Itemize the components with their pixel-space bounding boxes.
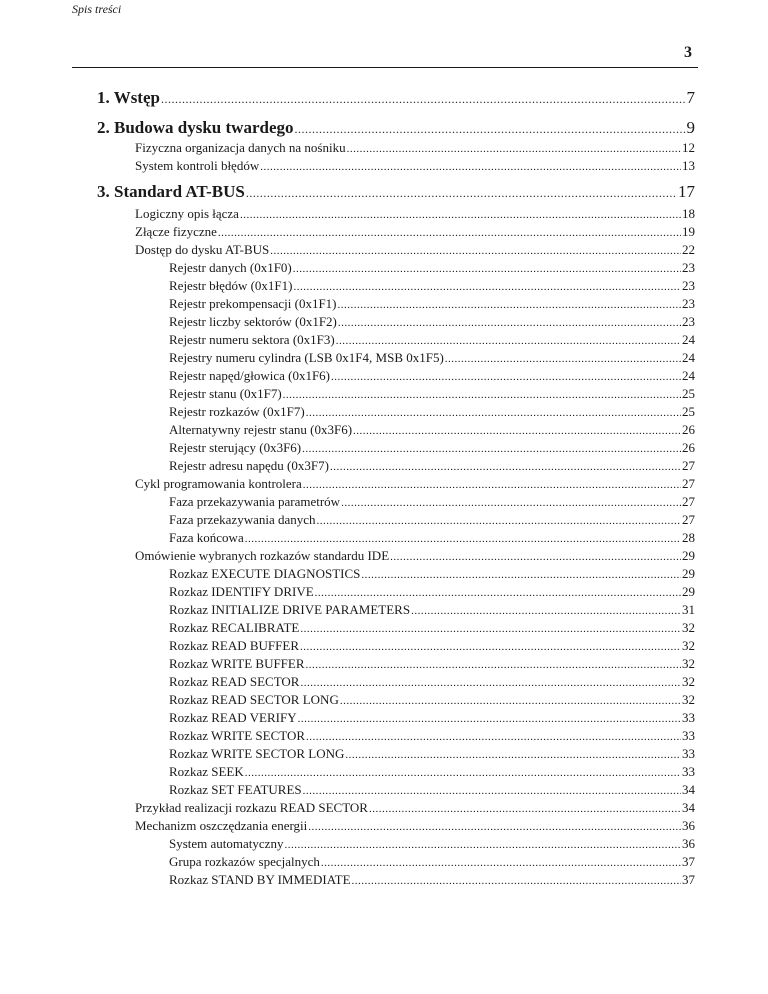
toc-entry-page: 27 — [682, 476, 695, 491]
dot-leader — [336, 335, 681, 347]
toc-subsection[interactable] — [169, 566, 695, 582]
toc-entry-title: Rozkaz EXECUTE DIAGNOSTICS — [169, 566, 361, 581]
toc-entry-page: 28 — [682, 530, 695, 545]
toc-subsection[interactable] — [169, 332, 695, 348]
toc-entry-page: 33 — [682, 710, 695, 725]
toc-entry-title: System automatyczny — [169, 836, 284, 851]
toc-entry-title: Grupa rozkazów specjalnych — [169, 854, 320, 869]
dot-leader — [270, 245, 681, 257]
toc-subsection[interactable] — [169, 440, 695, 456]
toc-entry-page: 24 — [682, 368, 695, 383]
toc-entry-title: Faza końcowa — [169, 530, 244, 545]
toc-entry-page: 27 — [682, 458, 695, 473]
toc-entry-title: Rozkaz WRITE BUFFER — [169, 656, 305, 671]
toc-subsection[interactable] — [169, 692, 695, 708]
toc-entry-title: Fizyczna organizacja danych na nośniku — [135, 140, 346, 155]
toc-subsection[interactable] — [169, 314, 695, 330]
dot-leader — [321, 857, 681, 869]
toc-chapter[interactable] — [97, 88, 695, 108]
dot-leader — [338, 299, 681, 311]
toc-entry-title: Mechanizm oszczędzania energii — [135, 818, 308, 833]
toc-entry-page: 34 — [682, 782, 695, 797]
toc-entry-title: Złącze fizyczne — [135, 224, 217, 239]
toc-entry-title: Rejestry numeru cylindra (LSB 0x1F4, MSB 0x1F5) — [169, 350, 444, 365]
dot-leader — [347, 143, 681, 155]
dot-leader — [300, 641, 681, 653]
toc-entry-title: Rozkaz STAND BY IMMEDIATE — [169, 872, 351, 887]
running-title: Spis treści — [72, 2, 122, 16]
toc-subsection[interactable] — [169, 764, 695, 780]
toc-entry-page: 26 — [682, 422, 695, 437]
toc-subsection[interactable] — [169, 458, 695, 474]
toc-entry-page: 18 — [682, 206, 695, 221]
toc-entry-title: Rozkaz WRITE SECTOR LONG — [169, 746, 345, 761]
dot-leader — [411, 605, 681, 617]
toc-entry-page: 7 — [686, 88, 695, 107]
toc-subsection[interactable] — [169, 512, 695, 528]
toc-subsection[interactable] — [169, 368, 695, 384]
toc-entry-page: 37 — [682, 854, 695, 869]
toc-entry-title: Rozkaz READ BUFFER — [169, 638, 299, 653]
toc-entry-page: 33 — [682, 728, 695, 743]
toc-entry-page: 23 — [682, 314, 695, 329]
dot-leader — [315, 587, 681, 599]
toc-entry-title: Rejestr numeru sektora (0x1F3) — [169, 332, 335, 347]
dot-leader — [352, 875, 681, 887]
toc-entry-page: 33 — [682, 764, 695, 779]
toc-subsection[interactable] — [169, 350, 695, 366]
toc-section[interactable] — [135, 158, 695, 174]
toc-subsection[interactable] — [169, 674, 695, 690]
toc-entry-title: Rozkaz READ VERIFY — [169, 710, 297, 725]
toc-subsection[interactable] — [169, 404, 695, 420]
toc-section[interactable] — [135, 206, 695, 222]
toc-entry-page: 36 — [682, 818, 695, 833]
toc-subsection[interactable] — [169, 872, 695, 888]
toc-entry-page: 25 — [682, 404, 695, 419]
toc-entry-title: Przykład realizacji rozkazu READ SECTOR — [135, 800, 368, 815]
toc-entry-title: Rejestr napęd/głowica (0x1F6) — [169, 368, 331, 383]
toc-entry-page: 12 — [682, 140, 695, 155]
toc-entry-page: 29 — [682, 584, 695, 599]
dot-leader — [361, 569, 681, 581]
toc-entry-page: 32 — [682, 638, 695, 653]
toc-entry-title: Cykl programowania kontrolera — [135, 476, 302, 491]
toc-subsection[interactable] — [169, 584, 695, 600]
dot-leader — [308, 821, 681, 833]
toc-entry-page: 24 — [682, 350, 695, 365]
toc-entry-page: 23 — [682, 296, 695, 311]
toc-subsection[interactable] — [169, 620, 695, 636]
toc-entry-page: 27 — [682, 512, 695, 527]
toc-entry-title: Rozkaz READ SECTOR — [169, 674, 300, 689]
toc-section[interactable] — [135, 476, 695, 492]
toc-section[interactable] — [135, 818, 695, 834]
toc-entry-page: 24 — [682, 332, 695, 347]
toc-entry-page: 32 — [682, 656, 695, 671]
dot-leader — [218, 227, 681, 239]
dot-leader — [295, 122, 686, 137]
toc-entry-page: 17 — [678, 182, 695, 201]
toc-entry-page: 32 — [682, 692, 695, 707]
toc-subsection[interactable] — [169, 710, 695, 726]
toc-entry-page: 32 — [682, 674, 695, 689]
dot-leader — [369, 803, 681, 815]
dot-leader — [306, 407, 681, 419]
dot-leader — [353, 425, 681, 437]
toc-section[interactable] — [135, 242, 695, 258]
dot-leader — [260, 161, 681, 173]
dot-leader — [306, 659, 681, 671]
dot-leader — [293, 263, 681, 275]
toc-subsection[interactable] — [169, 836, 695, 852]
toc-section[interactable] — [135, 800, 695, 816]
toc-entry-title: Rejestr rozkazów (0x1F7) — [169, 404, 305, 419]
dot-leader — [330, 461, 681, 473]
toc-entry-title: Rejestr adresu napędu (0x3F7) — [169, 458, 329, 473]
dot-leader — [317, 515, 681, 527]
toc-entry-page: 29 — [682, 548, 695, 563]
dot-leader — [161, 92, 686, 107]
toc-entry-page: 32 — [682, 620, 695, 635]
toc-entry-page: 22 — [682, 242, 695, 257]
toc-entry-page: 25 — [682, 386, 695, 401]
toc-chapter[interactable] — [97, 118, 695, 138]
dot-leader — [341, 497, 681, 509]
toc-entry-title: Rozkaz WRITE SECTOR — [169, 728, 306, 743]
toc-section[interactable] — [135, 140, 695, 156]
dot-leader — [303, 785, 681, 797]
toc-subsection[interactable] — [169, 422, 695, 438]
toc-entry-title: Faza przekazywania danych — [169, 512, 316, 527]
toc-subsection[interactable] — [169, 602, 695, 618]
dot-leader — [293, 281, 681, 293]
dot-leader — [283, 389, 681, 401]
toc-entry-page: 37 — [682, 872, 695, 887]
toc-subsection[interactable] — [169, 782, 695, 798]
toc-entry-page: 19 — [682, 224, 695, 239]
dot-leader — [306, 731, 681, 743]
toc-subsection[interactable] — [169, 530, 695, 546]
toc-section[interactable] — [135, 224, 695, 240]
toc-subsection[interactable] — [169, 638, 695, 654]
dot-leader — [245, 767, 681, 779]
toc-entry-page: 13 — [682, 158, 695, 173]
toc-entry-page: 31 — [682, 602, 695, 617]
toc-entry-page: 36 — [682, 836, 695, 851]
dot-leader — [303, 479, 681, 491]
toc-entry-page: 23 — [682, 260, 695, 275]
toc-section[interactable] — [135, 548, 695, 564]
toc-entry-page: 23 — [682, 278, 695, 293]
toc-entry-title: Rozkaz IDENTIFY DRIVE — [169, 584, 314, 599]
toc-entry-title: Rejestr błędów (0x1F1) — [169, 278, 293, 293]
toc-entry-title: Alternatywny rejestr stanu (0x3F6) — [169, 422, 353, 437]
toc-entry-title: Rejestr stanu (0x1F7) — [169, 386, 282, 401]
toc-subsection[interactable] — [169, 494, 695, 510]
page-number: 3 — [684, 44, 692, 61]
toc-entry-page: 9 — [686, 118, 695, 137]
toc-entry-title: Omówienie wybranych rozkazów standardu IDE — [135, 548, 390, 563]
toc-entry-title: 1. Wstęp — [97, 88, 160, 107]
toc-subsection[interactable] — [169, 386, 695, 402]
dot-leader — [331, 371, 681, 383]
toc-entry-title: Faza przekazywania parametrów — [169, 494, 341, 509]
toc-entry-page: 27 — [682, 494, 695, 509]
dot-leader — [445, 353, 681, 365]
dot-leader — [300, 623, 681, 635]
toc-subsection[interactable] — [169, 278, 695, 294]
toc-entry-title: Rozkaz RECALIBRATE — [169, 620, 300, 635]
dot-leader — [284, 839, 681, 851]
dot-leader — [246, 186, 677, 201]
toc-entry-title: 3. Standard AT-BUS — [97, 182, 245, 201]
toc-entry-page: 29 — [682, 566, 695, 581]
toc-entry-page: 34 — [682, 800, 695, 815]
toc-entry-title: Rejestr sterujący (0x3F6) — [169, 440, 302, 455]
toc-entry-title: Rozkaz READ SECTOR LONG — [169, 692, 339, 707]
toc-subsection[interactable] — [169, 728, 695, 744]
toc-entry-title: System kontroli błędów — [135, 158, 260, 173]
toc-entry-page: 33 — [682, 746, 695, 761]
toc-entry-title: 2. Budowa dysku twardego — [97, 118, 294, 137]
toc-entry-title: Logiczny opis łącza — [135, 206, 239, 221]
dot-leader — [390, 551, 681, 563]
dot-leader — [338, 317, 681, 329]
toc-entry-title: Rejestr liczby sektorów (0x1F2) — [169, 314, 337, 329]
toc-entry-title: Rozkaz SEEK — [169, 764, 244, 779]
toc-subsection[interactable] — [169, 296, 695, 312]
toc-chapter[interactable] — [97, 182, 695, 202]
dot-leader — [300, 677, 681, 689]
dot-leader — [240, 209, 681, 221]
dot-leader — [302, 443, 681, 455]
dot-leader — [245, 533, 681, 545]
toc-entry-title: Dostęp do dysku AT-BUS — [135, 242, 270, 257]
toc-entry-title: Rozkaz INITIALIZE DRIVE PARAMETERS — [169, 602, 411, 617]
dot-leader — [298, 713, 681, 725]
toc-subsection[interactable] — [169, 746, 695, 762]
dot-leader — [345, 749, 681, 761]
toc-entry-title: Rozkaz SET FEATURES — [169, 782, 302, 797]
toc-subsection[interactable] — [169, 656, 695, 672]
toc-entry-title: Rejestr danych (0x1F0) — [169, 260, 292, 275]
toc-subsection[interactable] — [169, 260, 695, 276]
toc-entry-title: Rejestr prekompensacji (0x1F1) — [169, 296, 337, 311]
dot-leader — [340, 695, 681, 707]
toc-subsection[interactable] — [169, 854, 695, 870]
toc-entry-page: 26 — [682, 440, 695, 455]
